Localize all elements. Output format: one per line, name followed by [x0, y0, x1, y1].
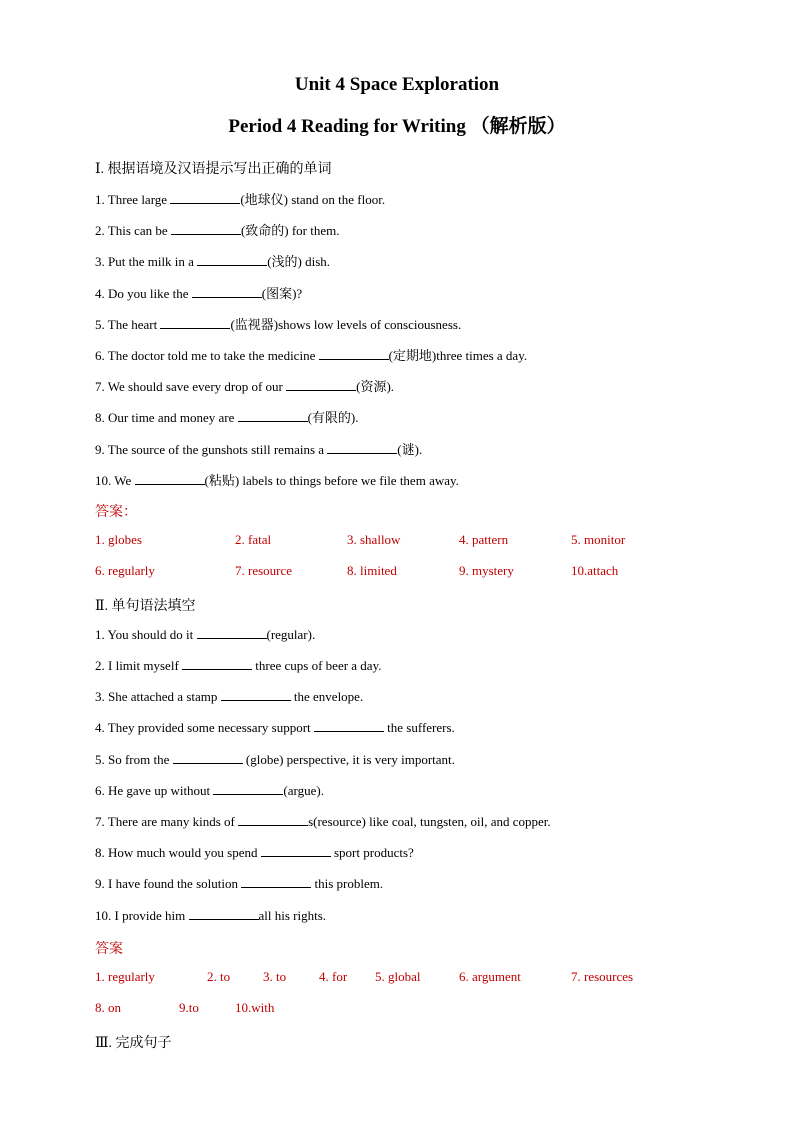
exercise-line: 3. Put the milk in a (浅的) dish.: [95, 254, 331, 269]
answer-blank[interactable]: [170, 191, 240, 204]
exercise-line: 7. There are many kinds of s(resource) like coal, tungsten, oil, and copper.: [95, 814, 551, 829]
answer-item: 1. regularly: [95, 969, 155, 984]
answer-blank[interactable]: [160, 316, 230, 329]
answer-item: 2. fatal: [235, 532, 272, 547]
answer-blank[interactable]: [241, 875, 311, 888]
answer-blank[interactable]: [261, 844, 331, 857]
answer-item: 4. for: [319, 969, 348, 984]
answer-item: 7. resources: [571, 969, 634, 984]
answer-item: 3. shallow: [347, 532, 401, 547]
answer-blank[interactable]: [171, 222, 241, 235]
answer-blank[interactable]: [173, 751, 243, 764]
answer-blank[interactable]: [189, 907, 259, 920]
exercise-line: 3. She attached a stamp the envelope.: [95, 689, 364, 704]
answer-blank[interactable]: [238, 409, 308, 422]
exercise-line: 2. I limit myself three cups of beer a day.: [95, 658, 382, 673]
exercise-line: 9. The source of the gunshots still remains a (谜).: [95, 442, 423, 457]
answer-blank[interactable]: [221, 688, 291, 701]
answer-blank[interactable]: [319, 347, 389, 360]
answer-blank[interactable]: [192, 285, 262, 298]
answer-blank[interactable]: [135, 472, 205, 485]
document-title: Unit 4 Space Exploration: [294, 74, 500, 95]
exercise-line: 7. We should save every drop of our (资源).: [95, 379, 395, 394]
exercise-line: 6. The doctor told me to take the medicine (定期地)three times a day.: [95, 348, 528, 363]
exercise-line: 1. You should do it (regular).: [95, 627, 316, 642]
answer-item: 8. limited: [347, 563, 397, 578]
answer-blank[interactable]: [314, 719, 384, 732]
exercise-line: 1. Three large (地球仪) stand on the floor.: [95, 192, 386, 207]
answer-item: 6. argument: [459, 969, 521, 984]
answer-item: 4. pattern: [459, 532, 509, 547]
answer-blank[interactable]: [197, 253, 267, 266]
document-subtitle: Period 4 Reading for Writing （解析版）: [228, 116, 566, 137]
exercise-line: 2. This can be (致命的) for them.: [95, 223, 340, 238]
exercise-line: 9. I have found the solution this problem.: [95, 876, 384, 891]
section-heading: Ⅱ. 单句语法填空: [95, 599, 196, 614]
answer-blank[interactable]: [197, 626, 267, 639]
exercise-line: 4. They provided some necessary support the sufferers.: [95, 720, 455, 735]
answer-blank[interactable]: [327, 441, 397, 454]
answer-item: 9.to: [179, 1000, 199, 1015]
answer-blank[interactable]: [182, 657, 252, 670]
exercise-line: 5. So from the (globe) perspective, it is very important.: [95, 752, 455, 767]
answer-blank[interactable]: [286, 378, 356, 391]
exercise-line: 6. He gave up without (argue).: [95, 783, 324, 798]
exercise-line: 5. The heart (监视器)shows low levels of consciousness.: [95, 317, 462, 332]
answer-item: 9. mystery: [459, 563, 514, 578]
section-heading: Ⅲ. 完成句子: [95, 1036, 172, 1051]
answer-item: 2. to: [207, 969, 231, 984]
answer-item: 8. on: [95, 1000, 121, 1015]
answer-blank[interactable]: [213, 782, 283, 795]
exercise-line: 4. Do you like the (图案)?: [95, 286, 303, 301]
answer-blank[interactable]: [238, 813, 308, 826]
exercise-line: 10. I provide him all his rights.: [95, 908, 327, 923]
answer-item: 10.attach: [571, 563, 619, 578]
answer-item: 5. monitor: [571, 532, 626, 547]
answer-item: 10.with: [235, 1000, 275, 1015]
answer-item: 3. to: [263, 969, 287, 984]
exercise-line: 8. Our time and money are (有限的).: [95, 410, 359, 425]
answer-label: 答案: [95, 942, 123, 957]
exercise-line: 10. We (粘贴) labels to things before we file them away.: [95, 473, 459, 488]
section-heading: Ⅰ. 根据语境及汉语提示写出正确的单词: [95, 162, 332, 177]
answer-item: 5. global: [375, 969, 421, 984]
answer-item: 7. resource: [235, 563, 293, 578]
answer-label: 答案：: [95, 505, 137, 520]
answer-item: 1. globes: [95, 532, 142, 547]
answer-item: 6. regularly: [95, 563, 155, 578]
exercise-line: 8. How much would you spend sport products?: [95, 845, 414, 860]
